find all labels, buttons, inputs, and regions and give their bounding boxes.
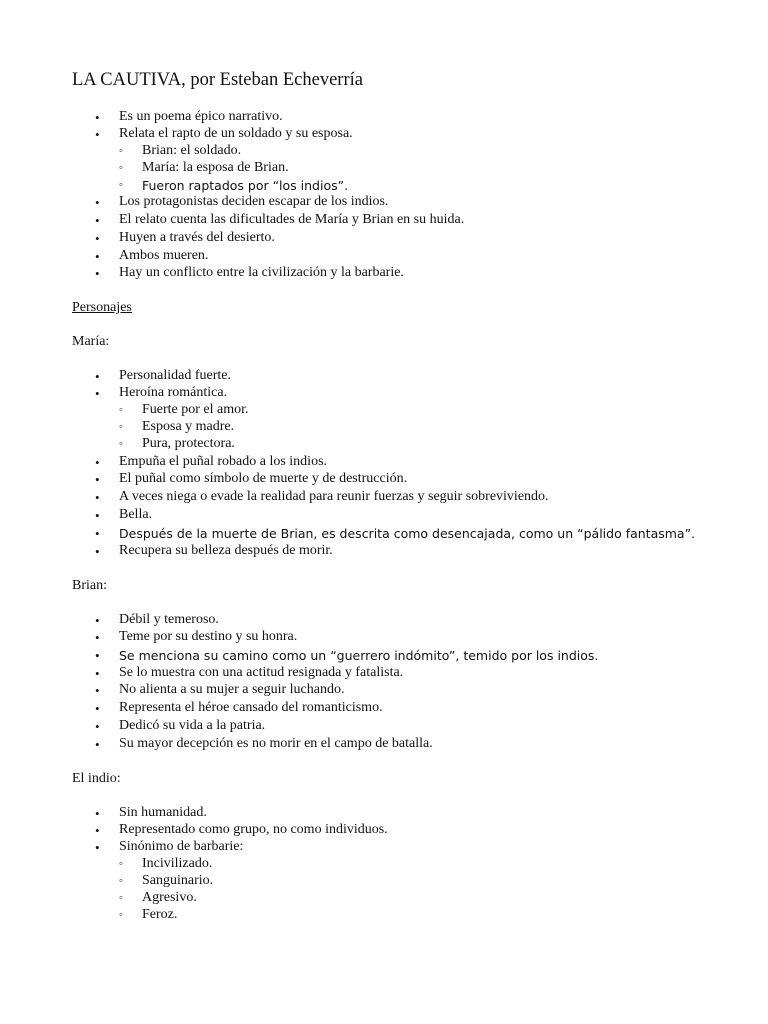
list-item: Representa el héroe cansado del romanticismo. — [119, 700, 383, 715]
list-item: Huyen a través del desierto. — [119, 230, 275, 245]
bullet: • — [95, 508, 100, 523]
bullet: • — [95, 544, 100, 559]
list-item: Bella. — [119, 507, 153, 522]
sub-bullet: ◦ — [119, 875, 123, 887]
list-item: Ambos mueren. — [119, 248, 209, 263]
section-heading-personajes: Personajes — [72, 300, 132, 315]
list-item: A veces niega o evade la realidad para reunir fuerzas y seguir sobreviviendo. — [119, 489, 549, 504]
list-item: Heroína romántica. — [119, 385, 228, 400]
section-heading-maria: María: — [72, 334, 110, 349]
list-item: Su mayor decepción es no morir en el campo de batalla. — [119, 736, 433, 751]
sub-list-item: Pura, protectora. — [142, 436, 235, 451]
sub-bullet: ◦ — [119, 438, 123, 450]
sub-bullet: ◦ — [119, 858, 123, 870]
list-item: Hay un conflicto entre la civilización y la barbarie. — [119, 265, 404, 280]
list-item: Es un poema épico narrativo. — [119, 109, 283, 124]
sub-bullet: ◦ — [119, 892, 123, 904]
bullet: • — [95, 231, 100, 246]
bullet: • — [95, 213, 100, 228]
sub-list-item: Brian: el soldado. — [142, 143, 242, 158]
list-item: No alienta a su mujer a seguir luchando. — [119, 682, 345, 697]
bullet: • — [95, 490, 100, 505]
list-item: Sinónimo de barbarie: — [119, 839, 244, 854]
bullet: • — [95, 110, 100, 125]
list-item: Se lo muestra con una actitud resignada y fatalista. — [119, 665, 404, 680]
bullet: • — [95, 683, 100, 698]
bullet: • — [95, 630, 100, 645]
bullet: • — [95, 806, 100, 821]
bullet: • — [95, 737, 100, 752]
list-item: Los protagonistas deciden escapar de los indios. — [119, 194, 389, 209]
bullet: • — [95, 666, 100, 681]
bullet: • — [95, 701, 100, 716]
sub-bullet: ◦ — [119, 909, 123, 921]
bullet: • — [95, 386, 100, 401]
list-item: Recupera su belleza después de morir. — [119, 543, 333, 558]
sub-list-item: Incivilizado. — [142, 856, 213, 871]
bullet: • — [95, 455, 100, 470]
sub-bullet: ◦ — [119, 179, 123, 191]
sub-bullet: ◦ — [119, 145, 123, 157]
sub-list-item: Feroz. — [142, 907, 178, 922]
sub-list-item: Agresivo. — [142, 890, 197, 905]
document-title: LA CAUTIVA, por Esteban Echeverría — [72, 70, 363, 90]
sub-list-item: Fueron raptados por “los indios”. — [142, 178, 349, 193]
bullet: • — [95, 719, 100, 734]
list-item: Representado como grupo, no como individuos. — [119, 822, 388, 837]
bullet: • — [95, 127, 100, 142]
list-item: Personalidad fuerte. — [119, 368, 231, 383]
bullet: • — [95, 526, 100, 541]
bullet: • — [95, 249, 100, 264]
sub-list-item: Sanguinario. — [142, 873, 214, 888]
bullet: • — [95, 613, 100, 628]
section-heading-brian: Brian: — [72, 578, 107, 593]
list-item: Empuña el puñal robado a los indios. — [119, 454, 328, 469]
list-item: Débil y temeroso. — [119, 612, 219, 627]
bullet: • — [95, 195, 100, 210]
section-heading-indio: El indio: — [72, 771, 121, 786]
sub-list-item: Fuerte por el amor. — [142, 402, 249, 417]
bullet: • — [95, 266, 100, 281]
list-item: El relato cuenta las dificultades de María y Brian en su huida. — [119, 212, 465, 227]
list-item: Dedicó su vida a la patria. — [119, 718, 266, 733]
sub-bullet: ◦ — [119, 162, 123, 174]
sub-bullet: ◦ — [119, 404, 123, 416]
sub-list-item: María: la esposa de Brian. — [142, 160, 289, 175]
bullet: • — [95, 472, 100, 487]
sub-list-item: Esposa y madre. — [142, 419, 235, 434]
sub-bullet: ◦ — [119, 421, 123, 433]
list-item: Teme por su destino y su honra. — [119, 629, 298, 644]
bullet: • — [95, 840, 100, 855]
list-item: Sin humanidad. — [119, 805, 207, 820]
bullet: • — [95, 369, 100, 384]
bullet: • — [95, 648, 100, 663]
list-item: Se menciona su camino como un “guerrero indómito”, temido por los indios. — [119, 648, 599, 663]
list-item: Después de la muerte de Brian, es descrita como desencajada, como un “pálido fantasma”. — [119, 526, 696, 541]
bullet: • — [95, 823, 100, 838]
list-item: El puñal como símbolo de muerte y de destrucción. — [119, 471, 408, 486]
list-item: Relata el rapto de un soldado y su esposa. — [119, 126, 353, 141]
